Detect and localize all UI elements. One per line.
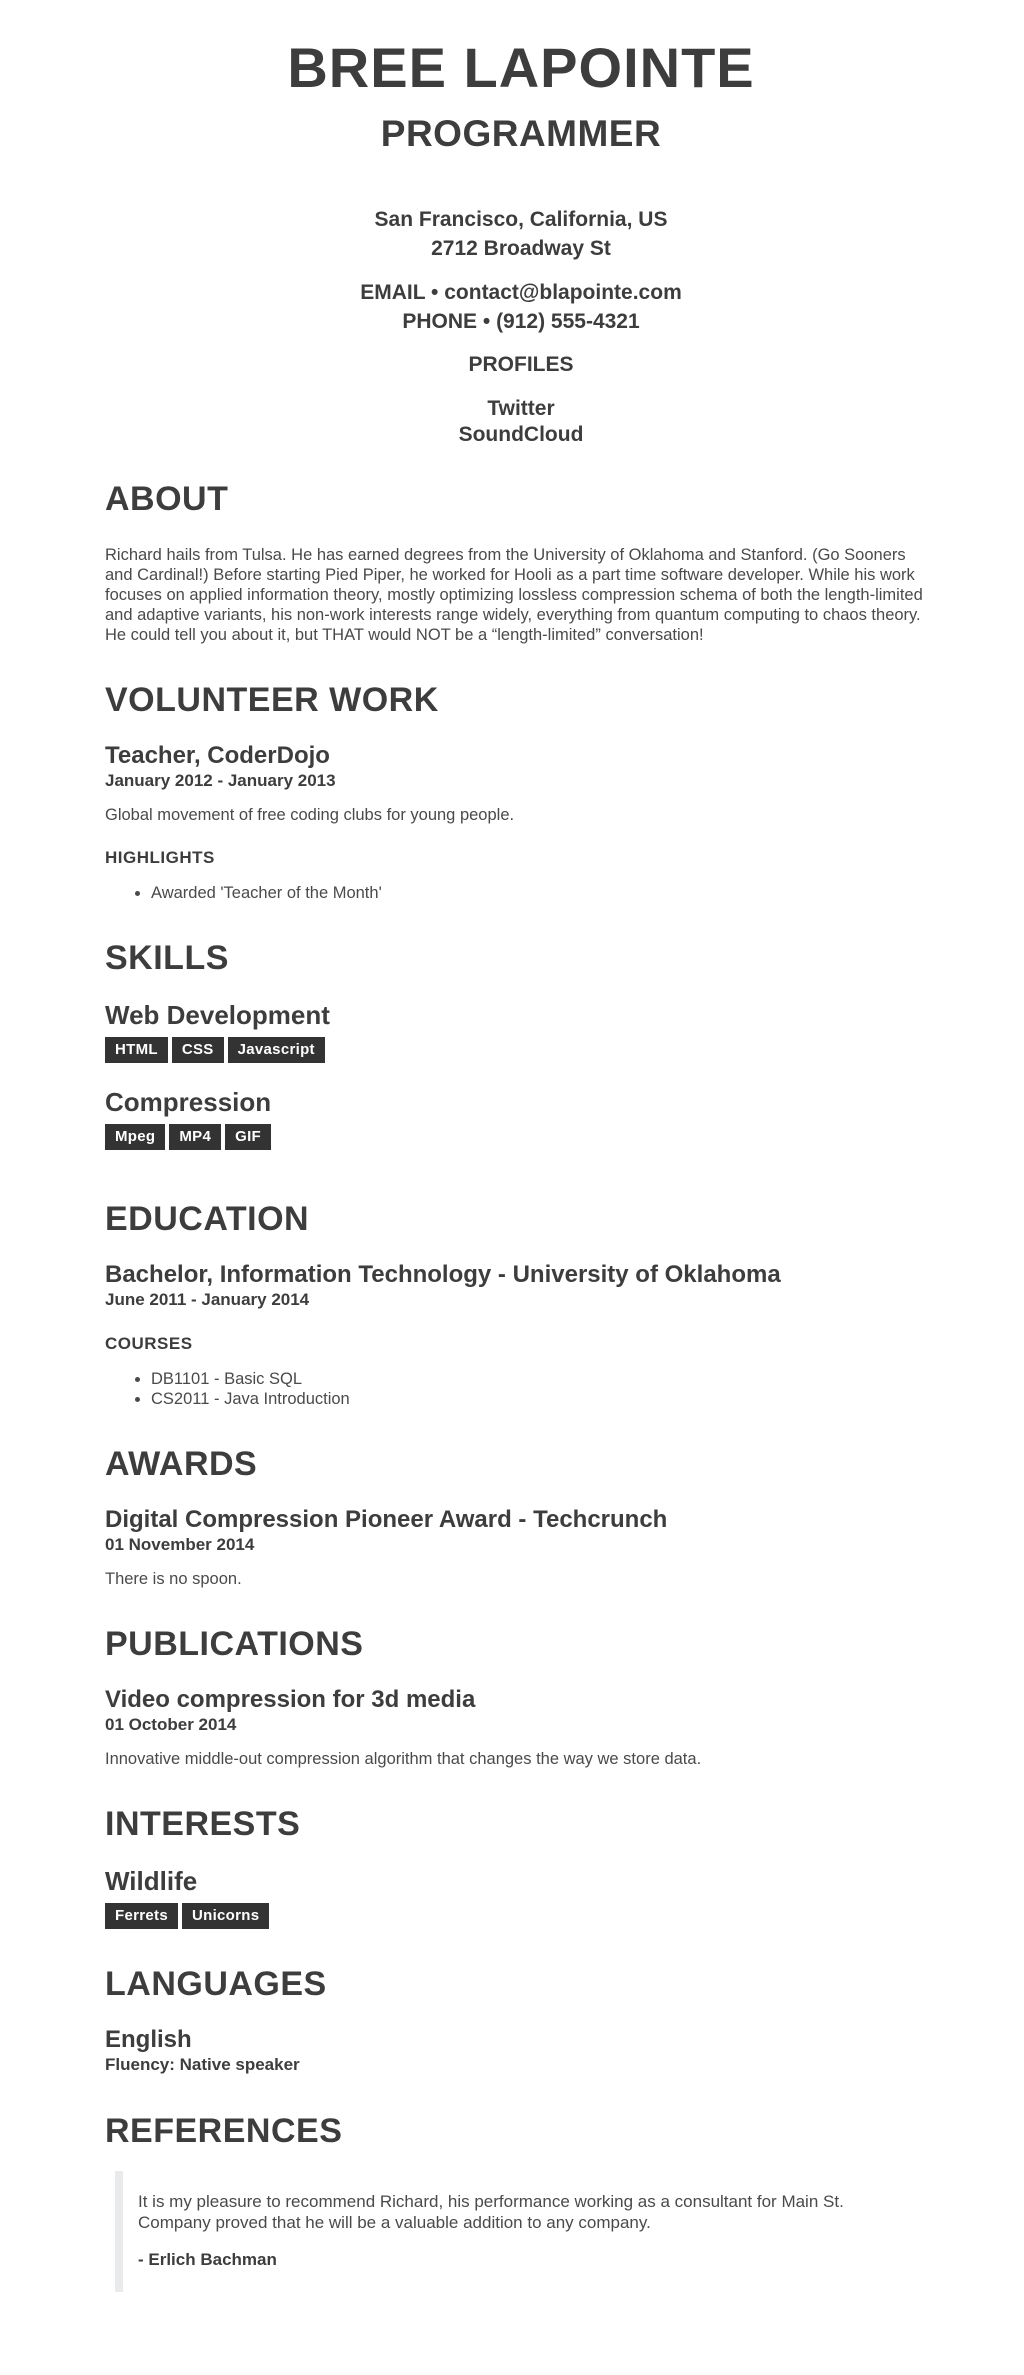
section-interests xyxy=(105,1807,937,1929)
education-date: June 2011 - January 2014 xyxy=(105,1290,310,1309)
section-publications xyxy=(105,1627,937,1769)
location-city: San Francisco, California, US xyxy=(374,208,668,231)
skill-tag: Javascript xyxy=(228,1037,325,1063)
section-languages xyxy=(105,1967,937,2076)
profiles-list xyxy=(105,396,937,448)
section-references xyxy=(105,2114,937,2292)
bullet-separator: • xyxy=(482,310,491,333)
contact-location-block xyxy=(105,205,937,263)
skill-group-web-development xyxy=(105,1000,937,1063)
skill-tag: Mpeg xyxy=(105,1124,165,1150)
volunteer-highlights-label: HIGHLIGHTS xyxy=(105,848,215,867)
interest-tag: Unicorns xyxy=(182,1903,269,1929)
skill-group-name: Web Development xyxy=(105,1000,330,1030)
email-value[interactable]: contact@blapointe.com xyxy=(444,281,682,304)
course-item: • DB1101 - Basic SQL xyxy=(151,1369,937,1389)
volunteer-date: January 2012 - January 2013 xyxy=(105,771,336,790)
person-name: BREE LAPOINTE xyxy=(287,36,755,99)
interest-tag: Ferrets xyxy=(105,1903,178,1929)
interest-group-wildlife xyxy=(105,1866,937,1929)
section-heading-references: REFERENCES xyxy=(105,2112,343,2150)
section-heading-about: ABOUT xyxy=(105,480,229,518)
interest-tag-row xyxy=(105,1903,937,1929)
profile-link-soundcloud[interactable]: SoundCloud xyxy=(458,423,584,446)
profiles-heading: PROFILES xyxy=(468,353,574,376)
section-heading-skills: SKILLS xyxy=(105,939,229,977)
publication-date: 01 October 2014 xyxy=(105,1715,237,1734)
phone-row xyxy=(105,307,937,336)
skill-tag: CSS xyxy=(172,1037,224,1063)
language-name: English xyxy=(105,2026,192,2053)
about-text: Richard hails from Tulsa. He has earned degrees from the University of Oklahoma and Stanford. (Go Sooners and Cardinal!) Before starting Pied Piper, he worked for Hooli as a part time software developer. While his work focuses on applied information theory, mostly optimizing lossless compression schema of both the length-limited and adaptive variants, his non-work interests range widely, everything from quantum computing to chaos theory. He could tell you about it, but THAT would NOT be a “length-limited” conversation! xyxy=(105,546,923,644)
reference-quote xyxy=(115,2171,937,2292)
volunteer-highlights-list xyxy=(105,883,937,903)
section-awards xyxy=(105,1447,937,1589)
section-heading-interests: INTERESTS xyxy=(105,1805,301,1843)
award-date: 01 November 2014 xyxy=(105,1535,255,1554)
interest-group-name: Wildlife xyxy=(105,1866,198,1896)
skill-tag-row xyxy=(105,1124,937,1150)
section-about xyxy=(105,482,937,645)
reference-quote-text: It is my pleasure to recommend Richard, his performance working as a consultant for Main St. Company proved that he will be a valuable addition to any company. xyxy=(138,2192,844,2232)
education-title: Bachelor, Information Technology - University of Oklahoma xyxy=(105,1261,781,1288)
course-item: • CS2011 - Java Introduction xyxy=(151,1389,937,1409)
profile-link-twitter[interactable]: Twitter xyxy=(487,397,555,420)
phone-label: PHONE xyxy=(402,310,478,333)
person-role: PROGRAMMER xyxy=(380,113,662,154)
language-fluency: Fluency: Native speaker xyxy=(105,2055,300,2074)
skill-tag: MP4 xyxy=(169,1124,221,1150)
publication-summary: Innovative middle-out compression algorithm that changes the way we store data. xyxy=(105,1750,702,1768)
skill-tag: HTML xyxy=(105,1037,168,1063)
location-address: 2712 Broadway St xyxy=(431,237,611,260)
skill-tag-row xyxy=(105,1037,937,1063)
reference-attribution: - Erlich Bachman xyxy=(138,2250,277,2269)
section-skills xyxy=(105,941,937,1150)
section-heading-publications: PUBLICATIONS xyxy=(105,1625,364,1663)
phone-value: (912) 555-4321 xyxy=(496,310,640,333)
publication-title: Video compression for 3d media xyxy=(105,1686,476,1713)
section-heading-education: EDUCATION xyxy=(105,1200,310,1238)
email-row xyxy=(105,278,937,307)
section-heading-languages: LANGUAGES xyxy=(105,1965,327,2003)
award-title: Digital Compression Pioneer Award - Techcrunch xyxy=(105,1506,668,1533)
section-volunteer xyxy=(105,683,937,903)
skill-group-compression xyxy=(105,1087,937,1150)
volunteer-title: Teacher, CoderDojo xyxy=(105,742,330,769)
education-courses-list xyxy=(105,1369,937,1409)
contact-channels-block xyxy=(105,278,937,336)
bullet-separator: • xyxy=(431,281,439,304)
skill-group-name: Compression xyxy=(105,1087,272,1117)
skill-tag: GIF xyxy=(225,1124,271,1150)
education-courses-label: COURSES xyxy=(105,1334,193,1353)
resume-header xyxy=(105,36,937,448)
volunteer-summary: Global movement of free coding clubs for young people. xyxy=(105,806,515,824)
award-summary: There is no spoon. xyxy=(105,1570,242,1588)
email-label: EMAIL xyxy=(360,281,426,304)
section-heading-awards: AWARDS xyxy=(105,1445,258,1483)
volunteer-highlight-item: • Awarded 'Teacher of the Month' xyxy=(151,883,937,903)
section-heading-volunteer: VOLUNTEER WORK xyxy=(105,681,439,719)
section-education xyxy=(105,1202,937,1409)
